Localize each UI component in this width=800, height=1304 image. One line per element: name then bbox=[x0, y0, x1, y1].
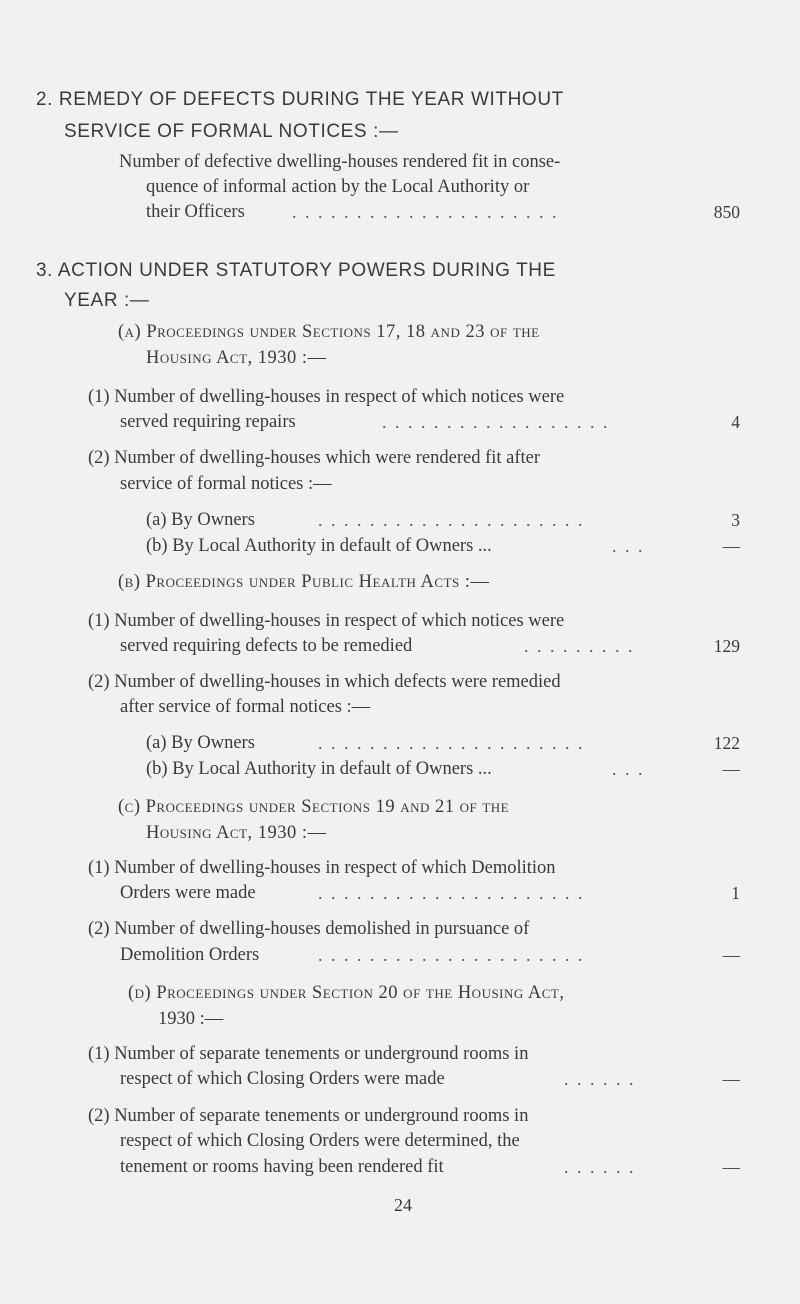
subsection-a-item-2: (2) Number of dwelling-houses which were rendered fit after bbox=[88, 448, 541, 468]
subsection-a-item-1: (1) Number of dwelling-houses in respect of which notices were bbox=[88, 387, 565, 407]
subsection-b-item-2a: (a) By Owners bbox=[146, 733, 255, 753]
subsection-c-item-2-cont: Demolition Orders bbox=[120, 945, 260, 965]
subsection-d-heading: (d) Proceedings under Section 20 of the Housing Act, bbox=[128, 983, 565, 1003]
subsection-c-item-1: (1) Number of dwelling-houses in respect of which Demolition bbox=[88, 858, 556, 878]
subsection-d-item-1-cont: respect of which Closing Orders were made bbox=[120, 1069, 445, 1089]
subsection-a-heading: (a) Proceedings under Sections 17, 18 and 23 of the bbox=[118, 322, 540, 342]
subsection-a-item-1-cont: served requiring repairs bbox=[120, 412, 296, 432]
subsection-a-item-2a-value: 3 bbox=[731, 510, 740, 530]
subsection-b-item-2b-value: — bbox=[722, 759, 740, 779]
dot-leader: . . . . . . . . . . . . . . . . . . . . . bbox=[318, 883, 585, 903]
subsection-b-item-2b: (b) By Local Authority in default of Owners ... bbox=[146, 759, 492, 779]
dot-leader: . . . . . . . . . . . . . . . . . . . . . bbox=[318, 733, 585, 753]
section-2-item-line: quence of informal action by the Local Authority or bbox=[146, 177, 530, 197]
subsection-d-item-2-cont: tenement or rooms having been rendered fit bbox=[120, 1157, 444, 1177]
subsection-b-item-1: (1) Number of dwelling-houses in respect of which notices were bbox=[88, 611, 565, 631]
subsection-a-heading-cont: Housing Act, 1930 :— bbox=[146, 348, 327, 368]
dot-leader: . . . bbox=[612, 536, 645, 556]
section-2-item-line: Number of defective dwelling-houses rendered fit in conse- bbox=[119, 152, 561, 172]
dot-leader: . . . . . . . . . . . . . . . . . . . . . bbox=[318, 510, 585, 530]
subsection-b-item-2-cont: after service of formal notices :— bbox=[120, 697, 371, 717]
section-2-heading: 2. REMEDY OF DEFECTS DURING THE YEAR WITHOUT bbox=[36, 89, 564, 110]
section-2-value: 850 bbox=[713, 202, 740, 222]
dot-leader: . . . . . . . . . . . . . . . . . . . . . bbox=[292, 202, 559, 222]
subsection-a-item-2a: (a) By Owners bbox=[146, 510, 255, 530]
subsection-d-heading-cont: 1930 :— bbox=[158, 1009, 224, 1029]
subsection-c-heading-cont: Housing Act, 1930 :— bbox=[146, 823, 327, 843]
subsection-c-heading: (c) Proceedings under Sections 19 and 21 of the bbox=[118, 797, 510, 817]
subsection-c-item-2-value: — bbox=[722, 945, 740, 965]
dot-leader: . . . . . . bbox=[564, 1157, 636, 1177]
subsection-d-item-2-value: — bbox=[722, 1157, 740, 1177]
subsection-d-item-2-cont: respect of which Closing Orders were determined, the bbox=[120, 1131, 520, 1151]
subsection-c-item-2: (2) Number of dwelling-houses demolished in pursuance of bbox=[88, 919, 530, 939]
section-3-heading: 3. ACTION UNDER STATUTORY POWERS DURING THE bbox=[36, 260, 556, 281]
subsection-a-item-1-value: 4 bbox=[731, 412, 740, 432]
section-2-heading-cont: SERVICE OF FORMAL NOTICES :— bbox=[64, 121, 399, 142]
subsection-d-item-2: (2) Number of separate tenements or underground rooms in bbox=[88, 1106, 529, 1126]
subsection-a-item-2b: (b) By Local Authority in default of Owners ... bbox=[146, 536, 492, 556]
subsection-d-item-1: (1) Number of separate tenements or underground rooms in bbox=[88, 1044, 529, 1064]
subsection-c-item-1-value: 1 bbox=[731, 883, 740, 903]
subsection-c-item-1-cont: Orders were made bbox=[120, 883, 256, 903]
subsection-d-item-1-value: — bbox=[722, 1069, 740, 1089]
dot-leader: . . . bbox=[612, 759, 645, 779]
dot-leader: . . . . . . . . . bbox=[524, 636, 635, 656]
subsection-a-item-2b-value: — bbox=[722, 536, 740, 556]
dot-leader: . . . . . . . . . . . . . . . . . . . . . bbox=[318, 945, 585, 965]
dot-leader: . . . . . . bbox=[564, 1069, 636, 1089]
page-number: 24 bbox=[394, 1195, 412, 1215]
dot-leader: . . . . . . . . . . . . . . . . . . bbox=[382, 412, 610, 432]
subsection-b-item-2a-value: 122 bbox=[713, 733, 740, 753]
subsection-b-item-2: (2) Number of dwelling-houses in which defects were remedied bbox=[88, 672, 561, 692]
subsection-b-item-1-cont: served requiring defects to be remedied bbox=[120, 636, 413, 656]
subsection-b-heading: (b) Proceedings under Public Health Acts :— bbox=[118, 572, 490, 592]
section-3-heading-cont: YEAR :— bbox=[64, 290, 150, 311]
section-2-item-line: their Officers bbox=[146, 202, 245, 222]
subsection-a-item-2-cont: service of formal notices :— bbox=[120, 474, 332, 494]
subsection-b-item-1-value: 129 bbox=[713, 636, 740, 656]
